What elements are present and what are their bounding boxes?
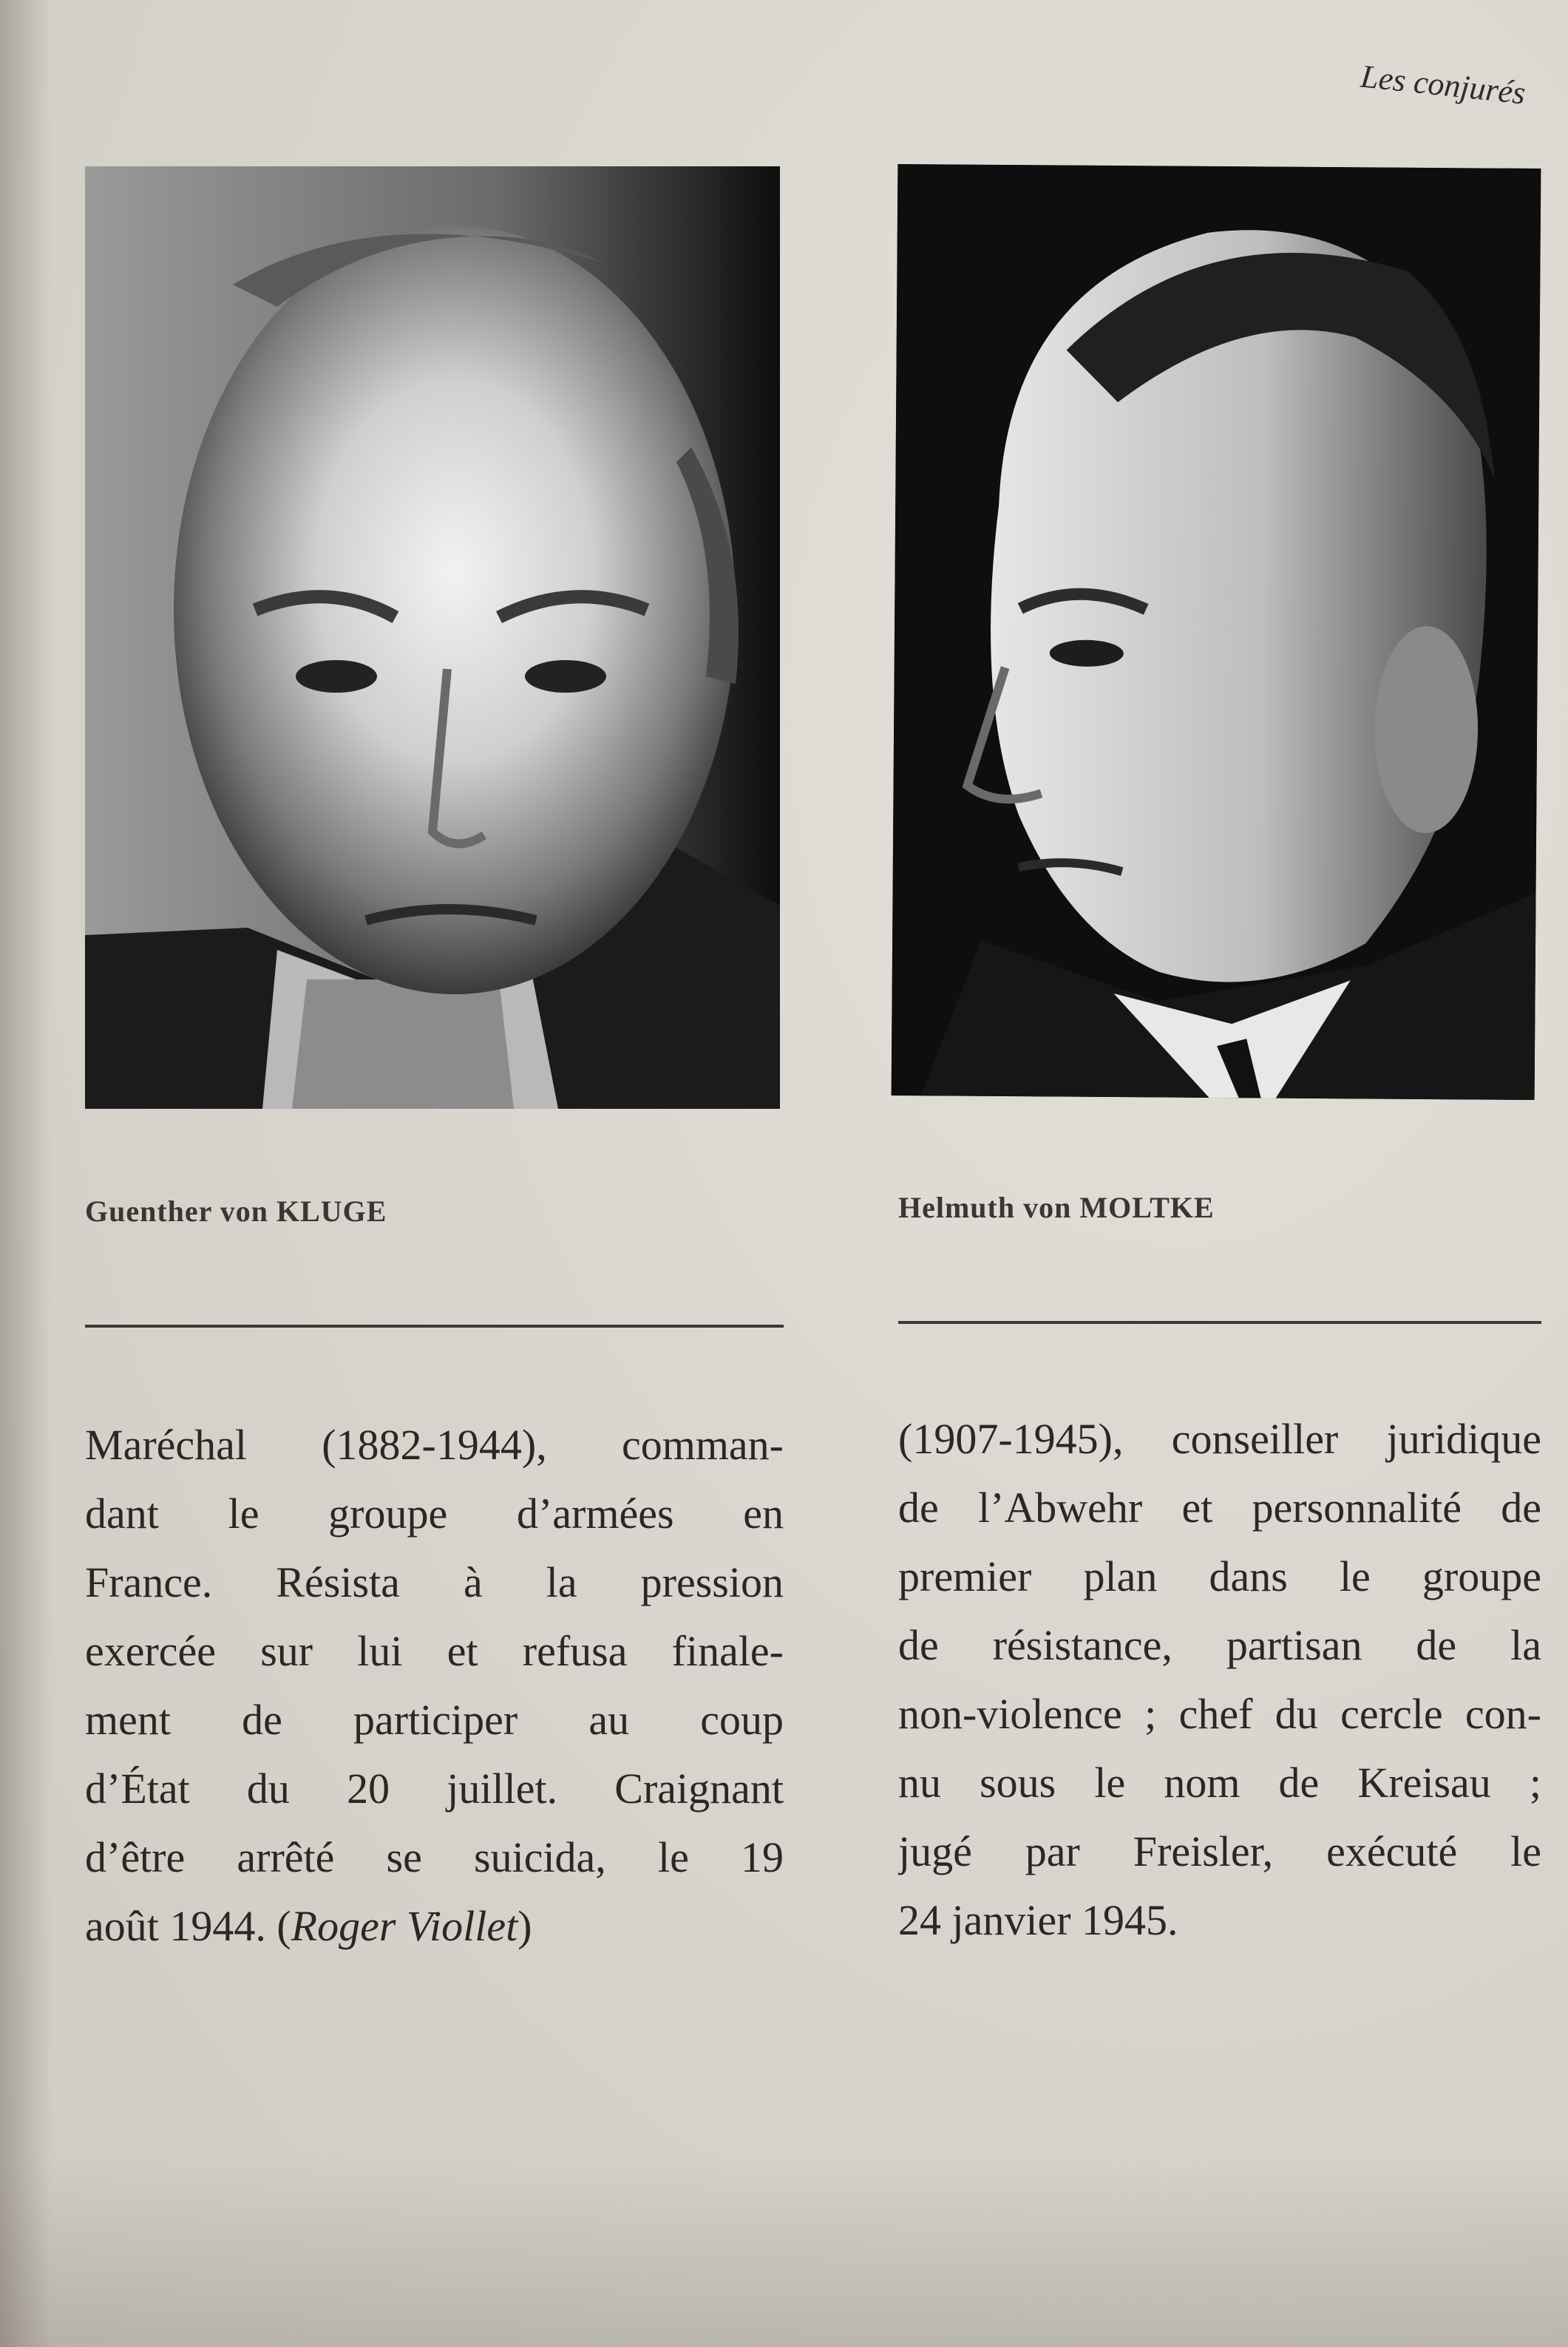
divider-rule-left: [85, 1325, 784, 1328]
description-line: jugé par Freisler, exécuté le: [898, 1827, 1541, 1875]
caption-name-moltke: Helmuth von MOLTKE: [898, 1191, 1215, 1224]
description-line: ment de participer au coup: [85, 1696, 784, 1744]
description-line: (1907-1945), conseiller juridique: [898, 1415, 1541, 1463]
description-line: d’État du 20 juillet. Craignant: [85, 1765, 784, 1813]
caption-name-kluge: Guenther von KLUGE: [85, 1195, 387, 1228]
description-line: Maréchal (1882-1944), comman-: [85, 1421, 784, 1469]
page-edge-shadow: [0, 0, 52, 2347]
description-line-start: août 1944. (: [85, 1902, 291, 1950]
description-line: de l’Abwehr et personnalité de: [898, 1484, 1541, 1532]
description-line: nu sous le nom de Kreisau ;: [898, 1759, 1541, 1807]
portrait-photo-kluge: [85, 166, 780, 1109]
photo-credit: Roger Viollet: [291, 1902, 518, 1950]
description-line: non-violence ; chef du cercle con-: [898, 1690, 1541, 1738]
portrait-photo-moltke: [892, 164, 1541, 1100]
description-line: de résistance, partisan de la: [898, 1621, 1541, 1669]
description-last-line: [85, 1892, 784, 1960]
description-kluge: [85, 1410, 784, 1960]
description-line: premier plan dans le groupe: [898, 1552, 1541, 1600]
photo-credit-close: ): [517, 1902, 532, 1950]
description-line: exercée sur lui et refusa finale-: [85, 1627, 784, 1675]
description-line: dant le groupe d’armées en: [85, 1490, 784, 1538]
description-line: 24 janvier 1945.: [898, 1896, 1178, 1944]
description-line: d’être arrêté se suicida, le 19: [85, 1833, 784, 1881]
description-line: France. Résista à la pression: [85, 1558, 784, 1606]
page-bottom-shadow: [0, 2155, 1568, 2347]
divider-rule-right: [898, 1321, 1541, 1324]
description-moltke: [898, 1405, 1541, 1954]
running-header: Les conjurés: [1359, 58, 1527, 112]
